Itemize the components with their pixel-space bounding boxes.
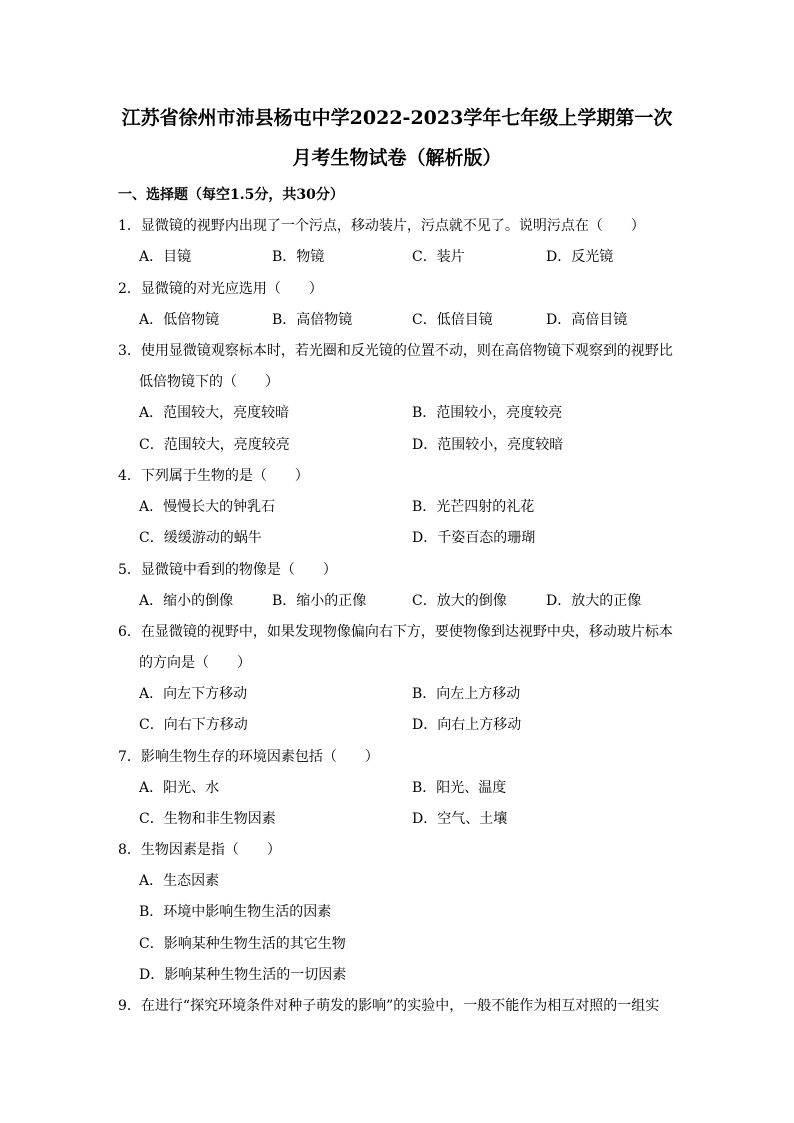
question-8-option-c: C．影响某种生物生活的其它生物 — [139, 936, 346, 952]
question-4-option-d: D．千姿百态的珊瑚 — [412, 530, 536, 546]
question-7-option-b: B．阳光、温度 — [412, 780, 507, 796]
question-7-option-c: C．生物和非生物因素 — [139, 811, 276, 827]
question-9-stem: 9．在进行“探究环境条件对种子萌发的影响”的实验中，一般不能作为相互对照的一组实 — [118, 998, 660, 1014]
question-5-stem: 5．显微镜中看到的物像是（ ） — [118, 562, 337, 578]
question-6-stem: 6．在显微镜的视野中，如果发现物像偏向右下方，要使物像到达视野中央，移动玻片标本 — [118, 624, 673, 640]
question-1-option-b: B．物镜 — [272, 249, 325, 265]
question-3-option-d: D．范围较小，亮度较暗 — [412, 437, 564, 453]
exam-title-line-2: 月考生物试卷（解析版） — [292, 147, 502, 169]
question-3-option-b: B．范围较小，亮度较亮 — [412, 405, 563, 421]
question-4-option-b: B．光芒四射的礼花 — [412, 499, 535, 515]
question-7-option-d: D．空气、土壤 — [412, 811, 508, 827]
question-8-stem: 8．生物因素是指（ ） — [118, 842, 281, 858]
question-2-option-b: B．高倍物镜 — [272, 312, 353, 328]
question-8-option-a: A．生态因素 — [139, 873, 220, 889]
question-3-stem: 3．使用显微镜观察标本时，若光圈和反光镜的位置不动，则在高倍物镜下观察到的视野比 — [118, 343, 673, 359]
question-1-stem: 1．显微镜的视野内出现了一个污点，移动装片，污点就不见了。说明污点在（ ） — [118, 218, 645, 234]
question-3-stem-continued: 低倍物镜下的（ ） — [139, 374, 279, 390]
question-3-option-a: A．范围较大，亮度较暗 — [139, 405, 290, 421]
question-5-option-d: D．放大的正像 — [546, 593, 642, 609]
question-5-option-c: C．放大的倒像 — [412, 593, 507, 609]
question-2-option-c: C．低倍目镜 — [412, 312, 493, 328]
question-5-option-a: A．缩小的倒像 — [139, 593, 234, 609]
exam-title-line-1: 江苏省徐州市沛县杨屯中学2022-2023学年七年级上学期第一次 — [121, 107, 673, 129]
question-5-option-b: B．缩小的正像 — [272, 593, 367, 609]
question-2-option-a: A．低倍物镜 — [139, 312, 220, 328]
question-6-option-b: B．向左上方移动 — [412, 686, 521, 702]
question-7-stem: 7．影响生物生存的环境因素包括（ ） — [118, 749, 379, 765]
question-4-option-c: C．缓缓游动的蜗牛 — [139, 530, 262, 546]
question-1-option-c: C．装片 — [412, 249, 465, 265]
question-6-option-c: C．向右下方移动 — [139, 717, 248, 733]
question-2-option-d: D．高倍目镜 — [546, 312, 628, 328]
question-1-option-a: A．目镜 — [139, 249, 192, 265]
question-3-option-c: C．范围较大，亮度较亮 — [139, 437, 290, 453]
question-6-stem-continued: 的方向是（ ） — [139, 655, 251, 671]
question-4-option-a: A．慢慢长大的钟乳石 — [139, 499, 276, 515]
question-6-option-d: D．向右上方移动 — [412, 717, 522, 733]
question-2-stem: 2．显微镜的对光应选用（ ） — [118, 281, 323, 297]
section-heading: 一、选择题（每空1.5分，共30分） — [118, 187, 344, 203]
question-4-stem: 4．下列属于生物的是（ ） — [118, 468, 309, 484]
question-6-option-a: A．向左下方移动 — [139, 686, 248, 702]
question-1-option-d: D．反光镜 — [546, 249, 614, 265]
question-8-option-b: B．环境中影响生物生活的因素 — [139, 904, 332, 920]
question-7-option-a: A．阳光、水 — [139, 780, 220, 796]
question-8-option-d: D．影响某种生物生活的一切因素 — [139, 967, 347, 983]
